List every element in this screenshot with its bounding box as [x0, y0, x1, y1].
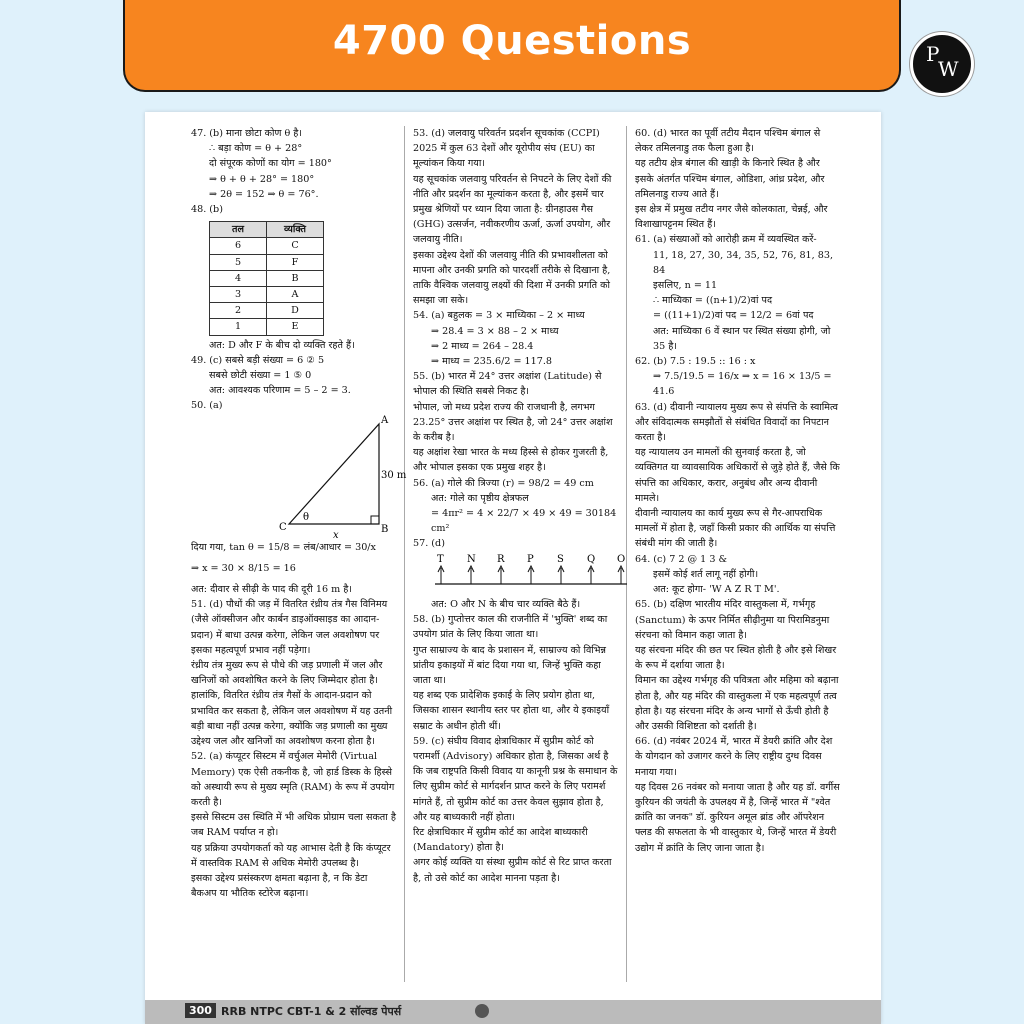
answer-line: अत: कूट होगा- 'W A Z R T M'. — [653, 584, 780, 596]
answer-line: भोपाल, जो मध्य प्रदेश राज्य की राजधानी है, लगभग 23.25° उत्तर अक्षांश पर स्थित है, जो 24° उत्तर अक्षांश के करीब है। — [413, 401, 613, 444]
table-cell: 3 — [210, 287, 267, 303]
answer-59 — [413, 734, 618, 886]
document-page — [145, 112, 881, 1024]
column-1 — [191, 126, 407, 901]
answer-53 — [413, 126, 618, 308]
answer-line: ⇒ 2θ = 152 ⇒ θ = 76°. — [209, 188, 319, 200]
footer-title: RRB NTPC CBT-1 & 2 सॉल्वड पेपर्स — [221, 1005, 402, 1018]
answer-line: 61. (a) संख्याओं को आरोही क्रम में व्यवस्थित करें- — [635, 234, 817, 246]
seat-label: S — [557, 553, 564, 565]
answer-line: ∴ बड़ा कोण = θ + 28° — [209, 143, 303, 155]
answer-line: 53. (d) जलवायु परिवर्तन प्रदर्शन सूचकांक (CCPI) 2025 में कुल 63 देशों और यूरोपीय संघ (EU) का मूल्यांकन किया गया। — [413, 128, 600, 170]
answer-line: ⇒ 2 माध्य = 264 – 28.4 — [431, 340, 534, 352]
answer-line: सबसे छोटी संख्या = 1 ⑤ 0 — [209, 370, 312, 382]
answer-line: 52. (a) कंप्यूटर सिस्टम में वर्चुअल मेमोरी (Virtual Memory) एक ऐसी तकनीक है, जो हार्ड डिस्क के हिस्से को अस्थायी रूप से मुख्य स्मृति (RAM) के रूप में उपयोग करती है। — [191, 751, 395, 808]
answer-line: यह संरचना मंदिर की छत पर स्थित होती है और इसे शिखर के रूप में दर्शाया जाता है। — [635, 644, 837, 672]
vertex-b: B — [381, 523, 389, 535]
answer-line: अत: गोले का पृष्ठीय क्षेत्रफल — [431, 492, 529, 504]
pw-logo-icon — [910, 32, 974, 96]
answer-line: यह तटीय क्षेत्र बंगाल की खाड़ी के किनारे स्थित है और इसके अंतर्गत पश्चिम बंगाल, ओडिशा, आंध्र प्रदेश, और तमिलनाडु राज्य आते हैं। — [635, 158, 825, 200]
answer-line: यह शब्द एक प्रादेशिक इकाई के लिए प्रयोग होता था, जिसका शासन स्थानीय स्तर पर होता था, और ये इकाइयाँ सम्राट के अधीन होती थीं। — [413, 690, 610, 732]
answer-line: अत: माध्यिका 6 वें स्थान पर स्थित संख्या होगी, जो 35 है। — [653, 325, 831, 352]
seat-label: R — [497, 553, 505, 565]
seat-arrow-icon — [498, 566, 504, 584]
answer-line: ⇒ θ + θ + 28° = 180° — [209, 173, 315, 185]
pw-logo-w: W — [938, 57, 959, 81]
seat-label: Q — [587, 553, 596, 565]
column-divider — [404, 126, 405, 982]
answer-line: विमान का उद्देश्य गर्भगृह की पवित्रता और महिमा को बढ़ाना होता है, और यह मंदिर की वास्तुकला में एक महत्वपूर्ण तत्व होता है। यह संरचना मंदिर के अन्य भागों से ऊँची होती है और उसकी विशिष्टता को दर्शाती है। — [635, 675, 839, 732]
answer-line: = 4πr² = 4 × 22/7 × 49 × 49 = 30184 cm² — [431, 508, 617, 535]
answer-49 — [191, 353, 396, 399]
table-cell: 2 — [210, 303, 267, 319]
answer-57 — [413, 536, 626, 612]
pw-logo-p: P — [926, 42, 940, 66]
answer-line: यह दिवस 26 नवंबर को मनाया जाता है और यह डॉ. वर्गीस कुरियन की जयंती के उपलक्ष्य में है, जिन्हें भारत में "श्वेत क्रांति का जनक" डॉ. कुरियन अमूल ब्रांड और ऑपरेशन फ्लड की सफलता के भी वास्तुकार थे, जिन्हें भारत में डेयरी उद्योग में क्रांति के लिए जाना जाता है। — [635, 781, 840, 854]
answer-line: इससे सिस्टम उस स्थिति में भी अधिक प्रोग्राम चला सकता है जब RAM पर्याप्त न हो। — [191, 812, 396, 839]
side-label: 30 m — [381, 469, 407, 481]
seat-label: O — [617, 553, 626, 565]
answer-line: 51. (d) पौधों की जड़ में वितरित रंध्रीय तंत्र गैस विनिमय (जैसे ऑक्सीजन और कार्बन डाइऑक्साइड का आदान-प्रदान) में बाधा उत्पन्न करेगा, लेकिन जल अवशोषण पर इसका महत्वपूर्ण प्रभाव नहीं पड़ेगा। — [191, 599, 388, 656]
answer-56 — [413, 476, 618, 537]
answer-line: अगर कोई व्यक्ति या संस्था सुप्रीम कोर्ट से रिट प्राप्त करता है, तो उसे कोर्ट का आदेश मानना पड़ता है। — [413, 857, 612, 884]
answer-line: अत: D और F के बीच दो व्यक्ति रहते हैं। — [209, 339, 355, 351]
answer-line: दीवानी न्यायालय का कार्य मुख्य रूप से गैर-आपराधिक मामलों में होता है, जहाँ किसी प्रकार की आर्थिक या संपत्ति संबंधी मांग की जाती है। — [635, 508, 836, 550]
answer-line: यह न्यायालय उन मामलों की सुनवाई करता है, जो व्यक्तिगत या व्यावसायिक अधिकारों से जुड़े होते हैं, जैसे कि संपत्ति का अधिकार, करार, अनुबंध और अन्य दीवानी मामले। — [635, 447, 840, 504]
answer-line: दिया गया, tan θ = 15/8 = लंब/आधार = 30/x — [191, 541, 376, 553]
answer-line: 64. (c) 7 2 @ 1 3 & — [635, 553, 728, 565]
answer-line: यह अक्षांश रेखा भारत के मध्य हिस्से से होकर गुजरती है, और भोपाल इसका एक प्रमुख शहर है। — [413, 447, 609, 474]
seat-label: T — [437, 553, 444, 565]
answer-line: अत: O और N के बीच चार व्यक्ति बैठे हैं। — [431, 598, 581, 610]
answer-52 — [191, 749, 396, 901]
answer-line: रिट क्षेत्राधिकार में सुप्रीम कोर्ट का आदेश बाध्यकारी (Mandatory) होता है। — [413, 826, 588, 854]
vertex-a: A — [381, 414, 389, 426]
table-cell: C — [267, 238, 324, 254]
table-cell: 4 — [210, 270, 267, 286]
table-cell: F — [267, 254, 324, 270]
vertex-c: C — [279, 521, 287, 533]
floor-table — [209, 221, 324, 335]
angle-theta: θ — [303, 511, 310, 523]
seating-markers — [437, 554, 625, 584]
answer-line: इसका उद्देश्य प्रसंस्करण क्षमता बढ़ाना है, न कि डेटा बैकअप या भौतिक स्टोरेज बढ़ाना। — [191, 872, 368, 900]
answer-line: गुप्त साम्राज्य के बाद के प्रशासन में, साम्राज्य को विभिन्न प्रांतीय इकाइयों में बांट दिया गया था, जिन्हें भुक्ति कहा जाता था। — [413, 644, 606, 686]
answer-58 — [413, 612, 618, 734]
answer-61 — [635, 232, 840, 354]
answer-line: हालांकि, वितरित रंध्रीय तंत्र गैसों के आदान-प्रदान को प्रभावित कर सकता है, लेकिन जल अवशोषण में यह उतनी बड़ी बाधा नहीं उत्पन्न करेगा, क्योंकि जड़ प्रणाली का मुख्य उद्देश्य जल और खनिजों का अवशोषण करना होता है। — [191, 690, 393, 748]
answer-line: इसका उद्देश्य देशों की जलवायु नीति की प्रभावशीलता को मापना और उनकी प्रगति को पारदर्शी तरीके से दिखाना है, ताकि वैश्विक जलवायु लक्ष्यों की दिशा में उनकी प्रगति को समझा जा सके। — [413, 249, 611, 307]
answer-line: ⇒ 7.5/19.5 = 16/x ⇒ x = 16 × 13/5 = 41.6 — [653, 371, 832, 398]
answer-line: 55. (b) भारत में 24° उत्तर अक्षांश (Latitude) से भोपाल की स्थिति सबसे निकट है। — [413, 371, 602, 398]
table-header: व्यक्ति — [267, 222, 324, 238]
answer-line: 60. (d) भारत का पूर्वी तटीय मैदान पश्चिम बंगाल से लेकर तमिलनाडु तक फैला हुआ है। — [635, 128, 821, 155]
answer-line: 54. (a) बहुलक = 3 × माध्यिका – 2 × माध्य — [413, 310, 585, 322]
answer-60 — [635, 126, 840, 232]
seat-arrow-icon — [588, 566, 594, 584]
triangle-diagram — [209, 414, 407, 541]
answer-line: 57. (d) — [413, 538, 445, 550]
answer-line: अत: दीवार से सीढ़ी के पाद की दूरी 16 m है। — [191, 584, 352, 596]
pw-small-logo-icon — [475, 1004, 489, 1018]
answer-50 — [191, 398, 407, 597]
seat-arrow-icon — [618, 566, 624, 584]
column-3 — [635, 126, 840, 856]
page-number: 300 — [185, 1003, 216, 1018]
answer-line: 11, 18, 27, 30, 34, 35, 52, 76, 81, 83, 84 — [653, 249, 834, 276]
answer-line: 50. (a) — [191, 400, 223, 412]
answer-line: ∴ माध्यिका = ((n+1)/2)वां पद — [653, 295, 773, 307]
answer-line: 47. (b) माना छोटा कोण θ है। — [191, 128, 303, 139]
answer-54 — [413, 308, 618, 369]
answer-line: इसलिए, n = 11 — [653, 280, 718, 292]
answer-line: 65. (b) दक्षिण भारतीय मंदिर वास्तुकला में, गर्भगृह (Sanctum) के ऊपर निर्मित सीढ़ीनुमा या पिरामिडनुमा संरचना को विमान कहा जाता है। — [635, 599, 830, 641]
answer-line: 48. (b) — [191, 204, 223, 216]
table-cell: D — [267, 303, 324, 319]
answer-line: 66. (d) नवंबर 2024 में, भारत में डेयरी क्रांति और देश के योगदान को उजागर करने के लिए राष्ट्रीय दुग्ध दिवस मनाया गया। — [635, 736, 833, 778]
answer-line: = ((11+1)/2)वां पद = 12/2 = 6वां पद — [653, 310, 814, 322]
answer-line: ⇒ 28.4 = 3 × 88 – 2 × माध्य — [431, 325, 559, 337]
seat-arrow-icon — [528, 566, 534, 584]
answer-line: 56. (a) गोले की त्रिज्या (r) = 98/2 = 49 cm — [413, 477, 594, 489]
answer-line: दो संपूरक कोणों का योग = 180° — [209, 158, 332, 170]
answer-line: ⇒ x = 30 × 8/15 = 16 — [191, 562, 296, 574]
answer-51 — [191, 597, 396, 749]
table-header: तल — [210, 222, 267, 238]
seat-arrow-icon — [558, 566, 564, 584]
answer-line: 59. (c) संघीय विवाद क्षेत्राधिकार में सुप्रीम कोर्ट को परामर्शी (Advisory) अधिकार होता है, जिसका अर्थ है कि जब राष्ट्रपति किसी विवाद या कानूनी प्रश्न के समाधान के लिए सुप्रीम कोर्ट से मार्गदर्शन प्राप्त करने के लिए परामर्श मांगते हैं, तो सुप्रीम कोर्ट का उत्तर केवल सुझाव होता है, और यह बाध्यकारी नहीं होता। — [413, 735, 618, 823]
table-cell: 6 — [210, 238, 267, 254]
seat-label: N — [467, 553, 476, 565]
page-footer — [145, 1000, 881, 1024]
table-cell: B — [267, 270, 324, 286]
answer-line: यह सूचकांक जलवायु परिवर्तन से निपटने के लिए देशों की नीति और प्रदर्शन का मूल्यांकन करता है, और इसमें चार प्रमुख श्रेणियों पर ध्यान दिया जाता है: ग्रीनहाउस गैस (GHG) उत्सर्जन, नवीकरणीय ऊर्जा, ऊर्जा उपयोग, और जलवायु नीति। — [413, 173, 612, 246]
answer-line: इसमें कोई शर्त लागू नहीं होगी। — [653, 568, 759, 580]
answer-48 — [191, 202, 396, 353]
answer-line: इस क्षेत्र में प्रमुख तटीय नगर जैसे कोलकाता, चेन्नई, और विशाखापट्टनम स्थित हैं। — [635, 204, 828, 231]
answer-65 — [635, 597, 840, 734]
answer-64 — [635, 552, 840, 598]
answer-line: यह प्रक्रिया उपयोगकर्ता को यह आभास देती है कि कंप्यूटर में वास्तविक RAM से अधिक मेमोरी उपलब्ध है। — [191, 842, 391, 869]
seat-arrow-icon — [468, 566, 474, 584]
table-cell: E — [267, 319, 324, 335]
answer-63 — [635, 400, 840, 552]
answer-line: 62. (b) 7.5 : 19.5 :: 16 : x — [635, 356, 756, 368]
base-label: x — [333, 529, 339, 541]
table-cell: 1 — [210, 319, 267, 335]
answer-66 — [635, 734, 840, 856]
answer-line: अत: आवश्यक परिणाम = 5 – 2 = 3. — [209, 385, 351, 397]
answer-line: 49. (c) सबसे बड़ी संख्या = 6 ② 5 — [191, 354, 325, 366]
answer-line: ⇒ माध्य = 235.6/2 = 117.8 — [431, 356, 553, 368]
banner-title: 4700 Questions — [332, 18, 692, 64]
answer-line: 63. (d) दीवानी न्यायालय मुख्य रूप से संपत्ति के स्वामित्व और संविदात्मक समझौतों से संबंधित विवादों का निपटान करता है। — [635, 401, 838, 444]
answer-55 — [413, 369, 618, 475]
answer-47 — [191, 126, 396, 202]
seating-arrow-diagram — [431, 552, 631, 592]
answer-line: रंध्रीय तंत्र मुख्य रूप से पौधे की जड़ प्रणाली में जल और खनिजों को अवशोषित करने के लिए जिम्मेदार होता है। — [191, 660, 383, 687]
column-2 — [413, 126, 626, 886]
table-cell: 5 — [210, 254, 267, 270]
answer-62 — [635, 354, 840, 400]
table-cell: A — [267, 287, 324, 303]
seat-arrow-icon — [438, 566, 444, 584]
answer-line: 58. (b) गुप्तोत्तर काल की राजनीति में 'भुक्ति' शब्द का उपयोग प्रांत के लिए किया जाता था। — [413, 614, 608, 641]
seat-label: P — [527, 553, 534, 565]
header-banner — [123, 0, 901, 92]
